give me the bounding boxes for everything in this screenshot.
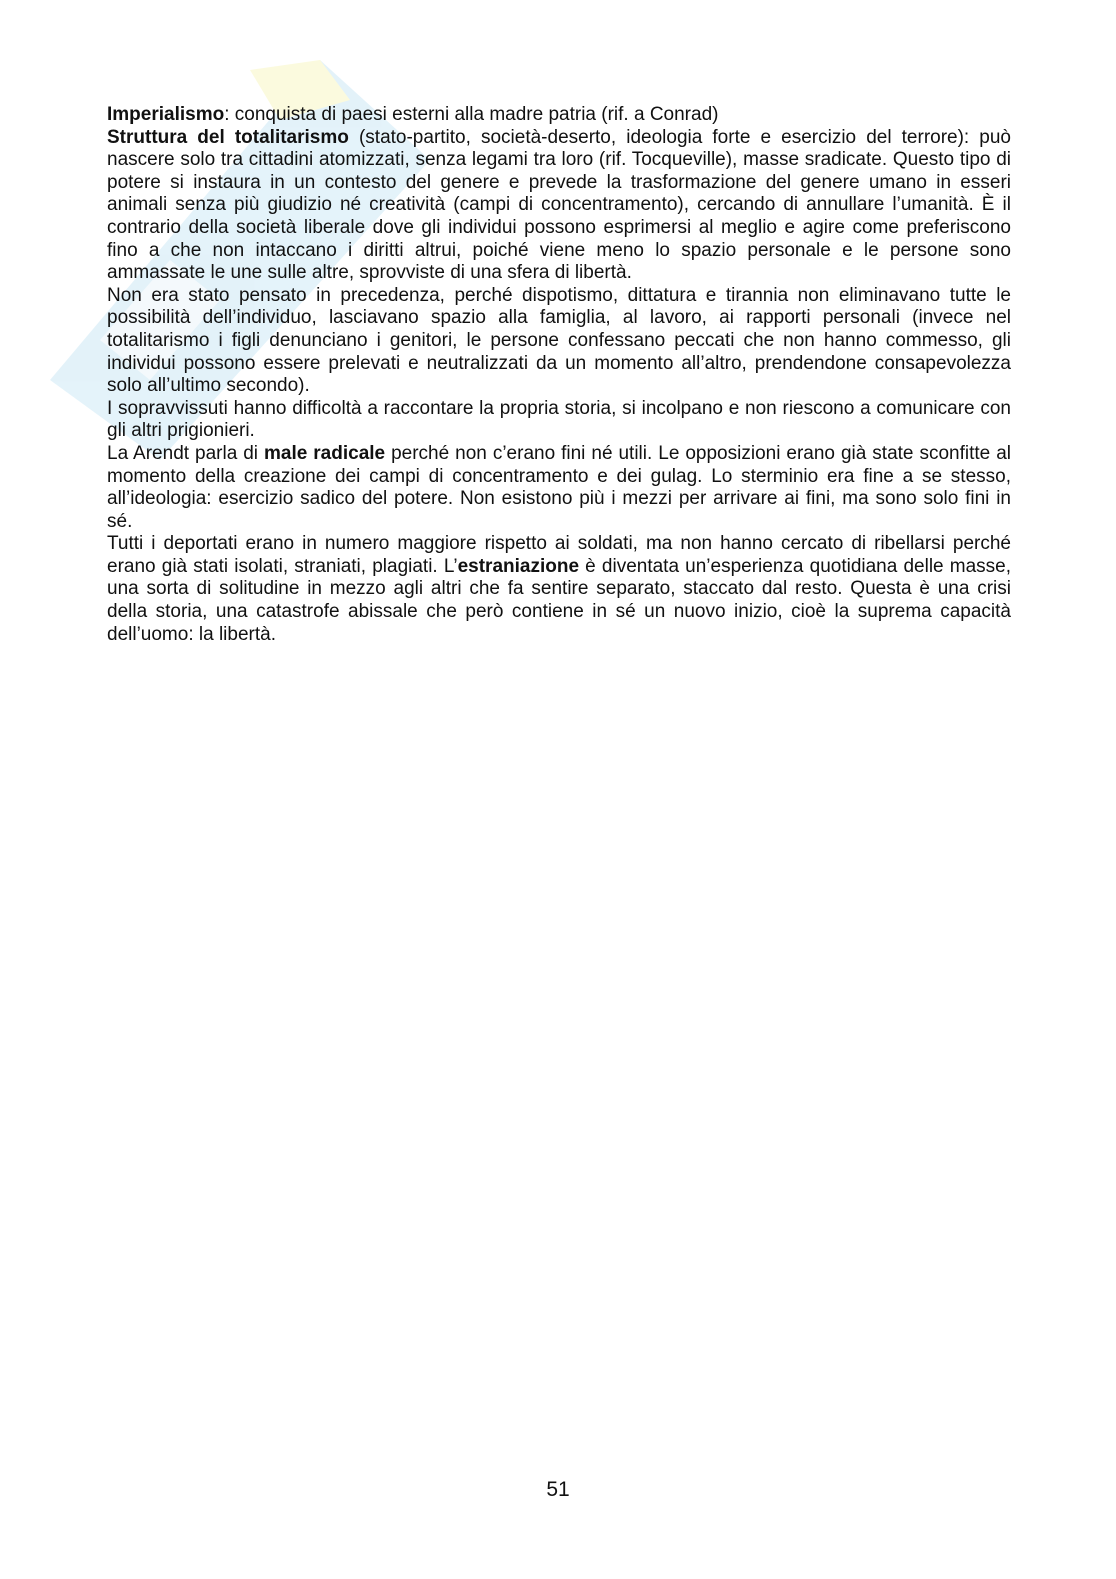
paragraph-imperialismo bbox=[107, 104, 1011, 127]
paragraph-text: Non era stato pensato in precedenza, perché dispotismo, dittatura e tirannia non eliminavano tutte le possibilità dell’individuo, lasciavano spazio alla famiglia, al lavoro, ai rapporti personali (invece nel totalitarismo i figli denunciano i genitori, le persone confessano peccati che non hanno commesso, gli individui possono essere prelevati e neutralizzati da un momento all’altro, prendendone consapevolezza solo all’ultimo secondo). bbox=[107, 284, 1011, 397]
term-estraniazione: estraniazione bbox=[457, 555, 580, 577]
paragraph-lead: La Arendt parla di bbox=[107, 442, 264, 464]
paragraph-text: I sopravvissuti hanno difficoltà a raccontare la propria storia, si incolpano e non riescono a comunicare con gli altri prigionieri. bbox=[107, 397, 1011, 442]
paragraph-estraniazione bbox=[107, 533, 1011, 646]
term-struttura-del-totalitarismo: Struttura del totalitarismo bbox=[107, 126, 349, 148]
paragraph-sopravvissuti bbox=[107, 398, 1011, 443]
paragraph-struttura-totalitarismo bbox=[107, 127, 1011, 285]
paragraph-male-radicale bbox=[107, 443, 1011, 533]
page-number: 51 bbox=[546, 1478, 570, 1501]
paragraph-text: perché non c’erano fini né utili. Le opposizioni erano già state sconfitte al momento della creazione dei campi di concentramento e dei gulag. Lo sterminio era fine a se stesso, all’ideologia: esercizio sadico del potere. Non esistono più i mezzi per arrivare ai fini, ma sono solo fini in sé. bbox=[107, 442, 1011, 532]
paragraph-text: : conquista di paesi esterni alla madre patria (rif. a Conrad) bbox=[224, 104, 719, 125]
document-body bbox=[107, 104, 1011, 646]
paragraph-text: (stato-partito, società-deserto, ideologia forte e esercizio del terrore): può nascere solo tra cittadini atomizzati, senza legami tra loro (rif. Tocqueville), masse sradicate. Questo tipo di potere si instaura in un contesto del genere e prevede la trasformazione del genere umano in esseri animali senza più giudizio né creatività (campi di concentramento), cercando di annullare l’umanità. È il contrario della società liberale dove gli individui possono esprimersi al meglio e agire come preferiscono fino a che non intaccano i diritti altrui, poiché viene meno lo spazio personale e le persone sono ammassate le une sulle altre, sprovviste di una sfera di libertà. bbox=[107, 126, 1012, 284]
term-male-radicale: male radicale bbox=[264, 442, 386, 464]
paragraph-precedenza bbox=[107, 285, 1011, 398]
term-imperialismo: Imperialismo bbox=[107, 104, 225, 125]
paragraph-text: è diventata un’esperienza quotidiana delle masse, una sorta di solitudine in mezzo agli altri che fa sentire separato, staccato dal resto. Questa è una crisi della storia, una catastrofe abissale che però contiene in sé un nuovo inizio, cioè la suprema capacità dell’uomo: la libertà. bbox=[107, 555, 1011, 645]
paragraph-lead: Tutti i deportati erano in numero maggiore rispetto ai soldati, ma non hanno cercato di ribellarsi perché erano già stati isolati, straniati, plagiati. L’ bbox=[107, 533, 1011, 577]
